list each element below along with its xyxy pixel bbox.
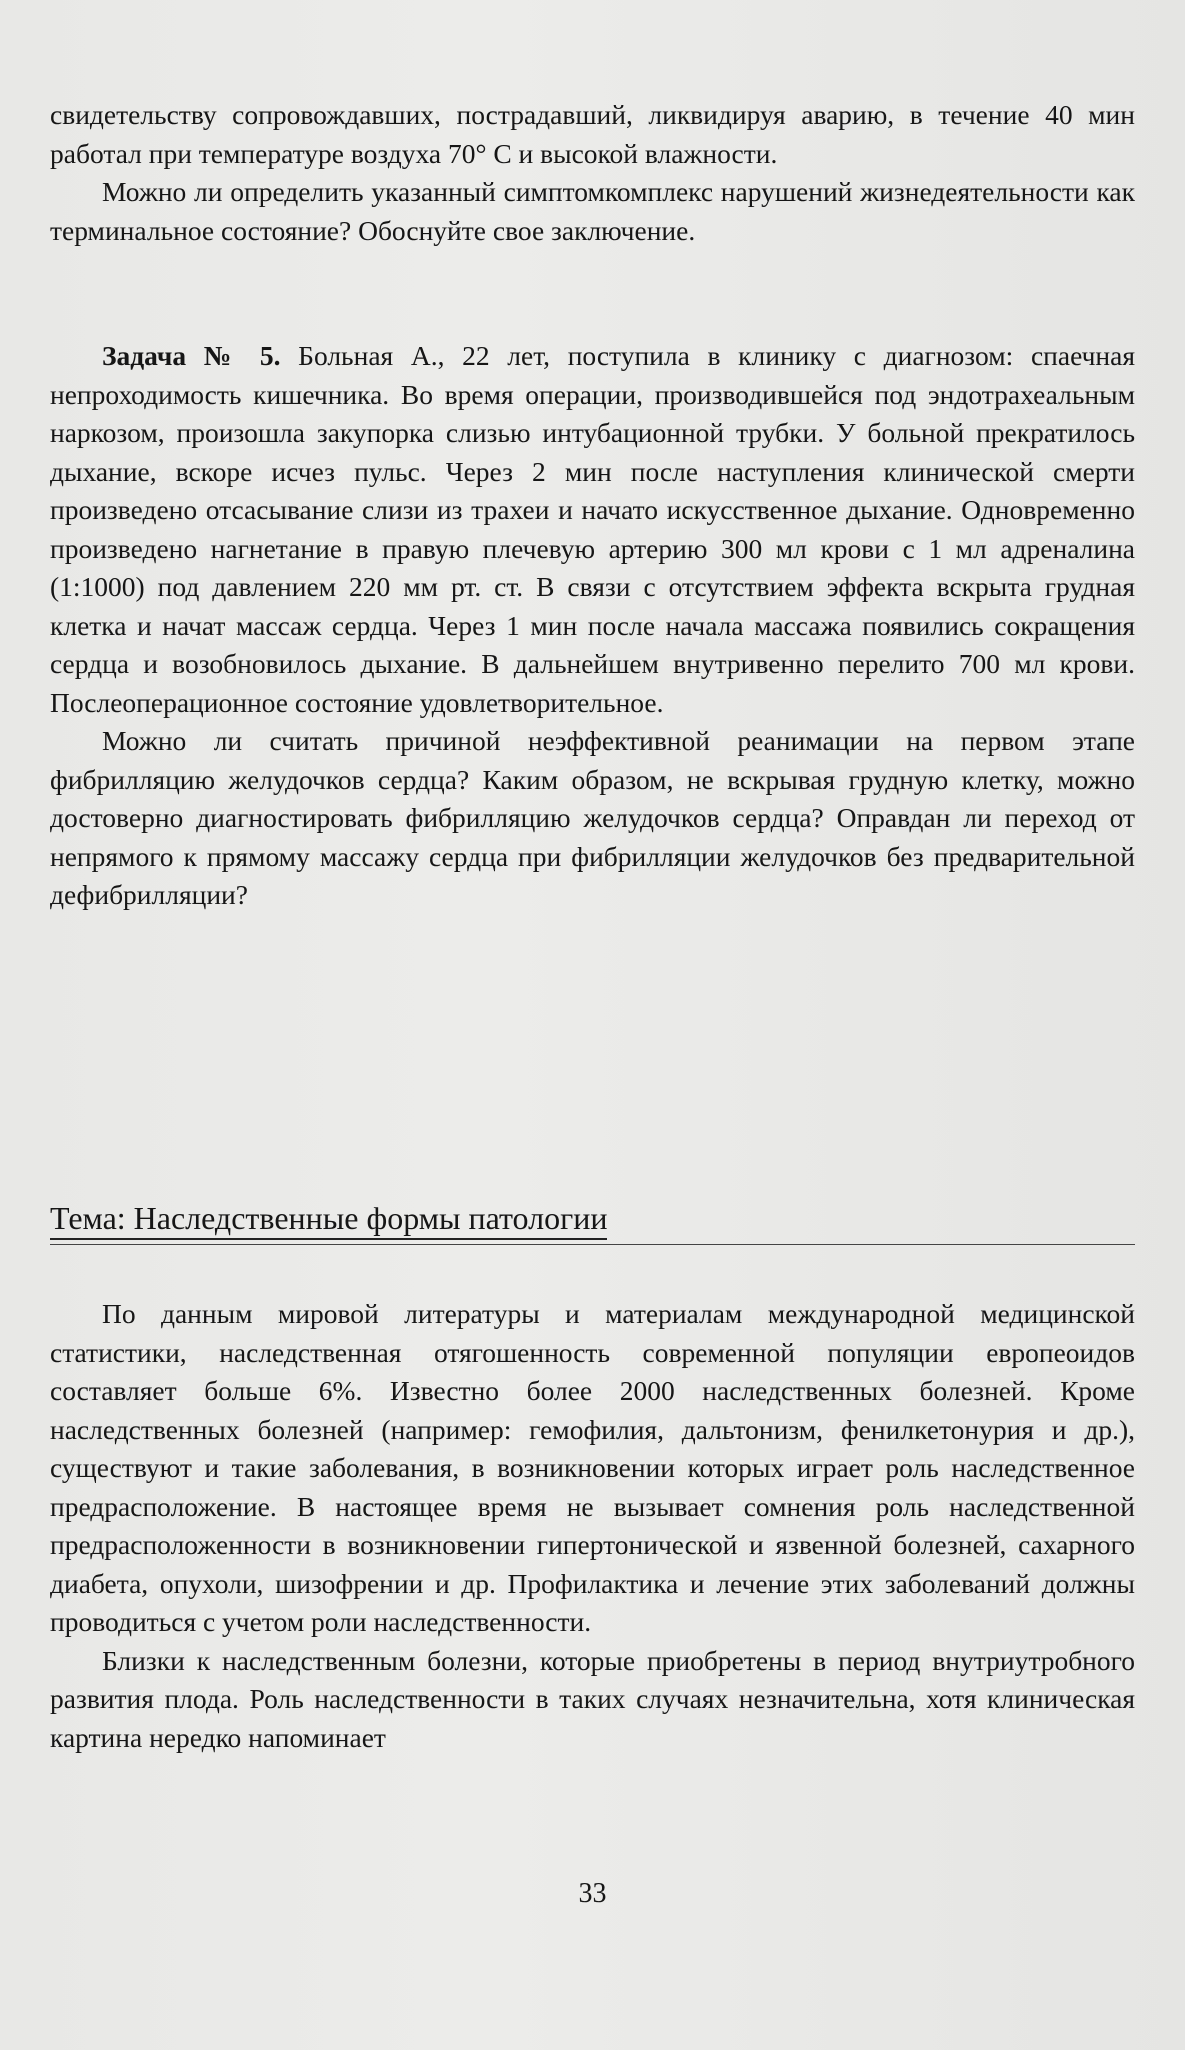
heredity-section <box>50 1295 1135 1757</box>
topic-heading: Тема: Наследственные формы патологии <box>50 1198 607 1240</box>
task4-question: Можно ли определить указанный симптомкомплекс нарушений жизнедеятельности как терминальное состояние? Обоснуйте свое заключение. <box>50 176 1135 246</box>
task4-continuation <box>50 96 1135 250</box>
heredity-paragraph-1: По данным мировой литературы и материалам международной медицинской статистики, наследственная отягошенность современной популяции европеоидов составляет больше 6%. Известно более 2000 наследственных болезней. Кроме наследственных болезней (например: гемофилия, дальтонизм, фенилкетонурия и др.), существуют и такие заболевания, в возникновении которых играет роль наследственное предрасположение. В настоящее время не вызывает сомнения роль наследственной предрасположенности в возникновении гипертонической и язвенной болезней, сахарного диабета, опухоли, шизофрении и др. Профилактика и лечение этих заболеваний должны проводиться с учетом роли наследственности. <box>50 1298 1135 1637</box>
task5 <box>50 337 1135 915</box>
task5-label: Задача № 5. <box>102 340 281 371</box>
page-number: 33 <box>578 1878 607 1909</box>
heading-divider <box>50 1244 1135 1245</box>
task5-text <box>50 337 1135 722</box>
heredity-paragraph-2: Близки к наследственным болезни, которые приобретены в период внутриутробного развития плода. Роль наследственности в таких случаях незначительна, хотя клиническая картина нередко напоминает <box>50 1644 1135 1753</box>
task4-text: свидетельству сопровождавших, пострадавший, ликвидируя аварию, в течение 40 мин работал при температуре воздуха 70° С и высокой влажности. <box>50 99 1135 169</box>
task5-question: Можно ли считать причиной неэффективной реанимации на первом этапе фибрилляцию желудочков сердца? Каким образом, не вскрывая грудную клетку, можно достоверно диагностировать фибрилляцию желудочков сердца? Оправдан ли переход от непрямого к прямому массажу сердца при фибрилляции желудочков без предварительной дефибрилляции? <box>50 725 1135 910</box>
topic-heading-block <box>50 1198 1135 1245</box>
task5-body: Больная А., 22 лет, поступила в клинику с диагнозом: спаечная непроходимость кишечника. Во время операции, производившейся под эндотрахеальным наркозом, произошла закупорка слизью интубационной трубки. У больной прекратилось дыхание, вскоре исчез пульс. Через 2 мин после наступления клинической смерти произведено отсасывание слизи из трахеи и начато искусственное дыхание. Одновременно произведено нагнетание в правую плечевую артерию 300 мл крови с 1 мл адреналина (1:1000) под давлением 220 мм рт. ст. В связи с отсутствием эффекта вскрыта грудная клетка и начат массаж сердца. Через 1 мин после начала массажа появились сокращения сердца и возобновилось дыхание. В дальнейшем внутривенно перелито 700 мл крови. Послеоперационное состояние удовлетворительное. <box>50 340 1135 718</box>
